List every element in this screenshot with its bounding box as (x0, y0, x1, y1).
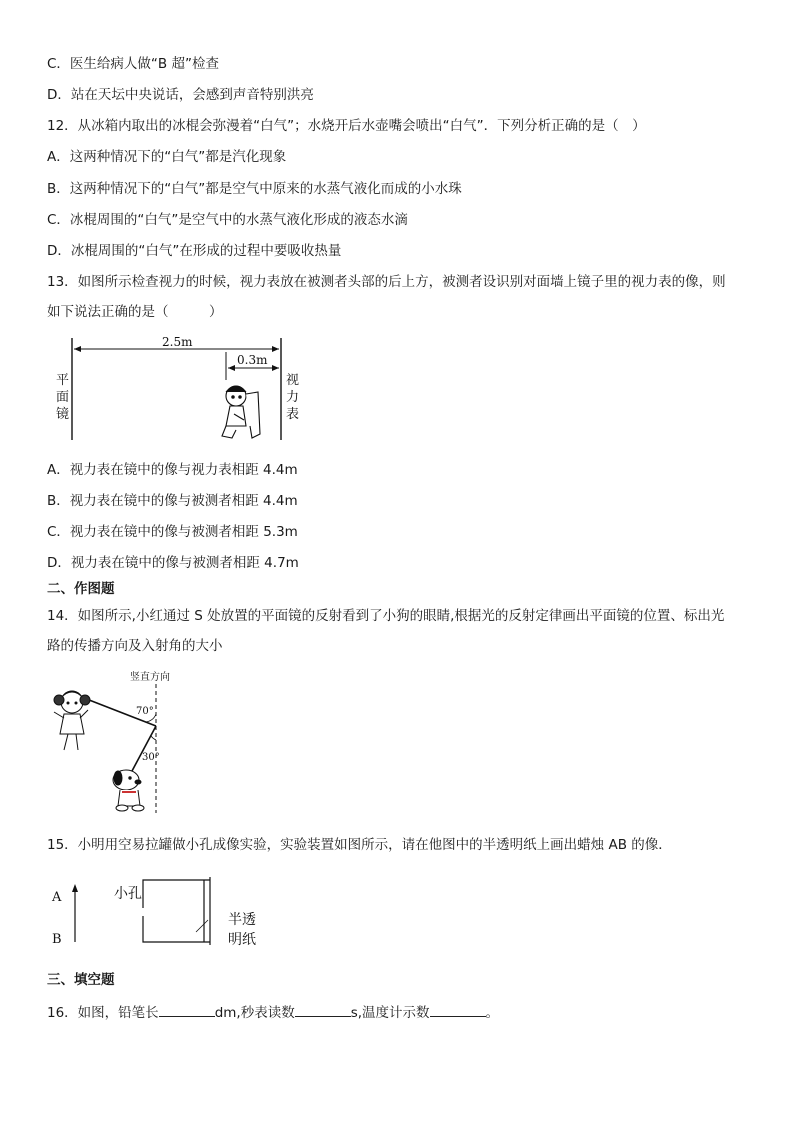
distance-small-label: 0.3m (237, 353, 268, 367)
chart-label-3: 表 (286, 407, 300, 422)
candle-label-b: B (52, 932, 62, 947)
q13-figure (50, 334, 310, 452)
dog-illustration (113, 770, 144, 811)
paper-label-line1: 半透 (228, 912, 256, 928)
paper-label-line2: 明纸 (228, 932, 256, 948)
can-top (143, 880, 210, 908)
q16-blank-stopwatch[interactable] (295, 1002, 351, 1017)
q16-part1: 16．如图，铅笔长 (47, 1005, 159, 1021)
mirror-label-1: 平 (56, 373, 70, 388)
angle-top-label: 70° (136, 706, 154, 717)
vertical-direction-label: 竖直方向 (130, 672, 170, 683)
candle-label-a: A (52, 890, 62, 905)
mirror-label-3: 镜 (56, 407, 70, 422)
q16-blank-thermometer[interactable] (430, 1002, 486, 1017)
q13-option-d: D．视力表在镜中的像与被测者相距 4.7m (47, 555, 299, 571)
section3-title: 三、填空题 (47, 972, 115, 988)
q16-line (47, 1002, 499, 1022)
girl-illustration (54, 691, 90, 750)
q15-figure (48, 872, 268, 952)
q16-blank-pencil[interactable] (159, 1002, 215, 1017)
q14-stem-line1: 14．如图所示,小红通过 S 处放置的平面镜的反射看到了小狗的眼睛,根据光的反射定律画出平面镜的位置、标出光 (47, 608, 725, 624)
q16-unit2: s,温度计示数 (350, 1005, 430, 1021)
q12-stem: 12．从冰箱内取出的冰棍会弥漫着“白气”；水烧开后水壶嘴会喷出“白气”．下列分析正确的是（ ） (47, 118, 646, 134)
chart-label-2: 力 (286, 390, 300, 405)
mirror-label-2: 面 (56, 390, 70, 405)
q13-stem-line1: 13．如图所示检查视力的时候，视力表放在被测者头部的后上方，被测者设识别对面墙上镜子里的视力表的像，则 (47, 274, 726, 290)
q12-option-d: D．冰棍周围的“白气”在形成的过程中要吸收热量 (47, 243, 342, 259)
q12-option-a: A．这两种情况下的“白气”都是汽化现象 (47, 149, 287, 165)
distance-total-label: 2.5m (162, 335, 193, 349)
q16-unit1: dm,秒表读数 (214, 1005, 295, 1021)
chart-label-1: 视 (286, 373, 300, 388)
q14-stem-line2: 路的传播方向及入射角的大小 (47, 638, 223, 654)
q12-option-c: C．冰棍周围的“白气”是空气中的水蒸气液化形成的液态水滴 (47, 212, 408, 228)
q11-option-d: D．站在天坛中央说话，会感到声音特别洪亮 (47, 87, 314, 103)
q16-end: 。 (485, 1005, 500, 1021)
q11-option-c: C．医生给病人做“B 超”检查 (47, 56, 219, 72)
q13-option-c: C．视力表在镜中的像与被测者相距 5.3m (47, 524, 298, 540)
section2-title: 二、作图题 (47, 581, 115, 597)
q13-option-b: B．视力表在镜中的像与被测者相距 4.4m (47, 493, 298, 509)
angle-bottom-label: 30° (142, 752, 160, 763)
q14-figure (48, 668, 188, 814)
q15-stem: 15．小明用空易拉罐做小孔成像实验，实验装置如图所示，请在他图中的半透明纸上画出蜡烛 AB 的像． (47, 837, 672, 853)
q12-option-b: B．这两种情况下的“白气”都是空气中原来的水蒸气液化而成的小水珠 (47, 181, 462, 197)
q13-stem-line2: 如下说法正确的是（ ） (47, 304, 223, 320)
can-bottom (143, 916, 210, 942)
seated-person-illustration (222, 386, 260, 438)
pinhole-label: 小孔 (114, 886, 142, 902)
q13-option-a: A．视力表在镜中的像与视力表相距 4.4m (47, 462, 298, 478)
